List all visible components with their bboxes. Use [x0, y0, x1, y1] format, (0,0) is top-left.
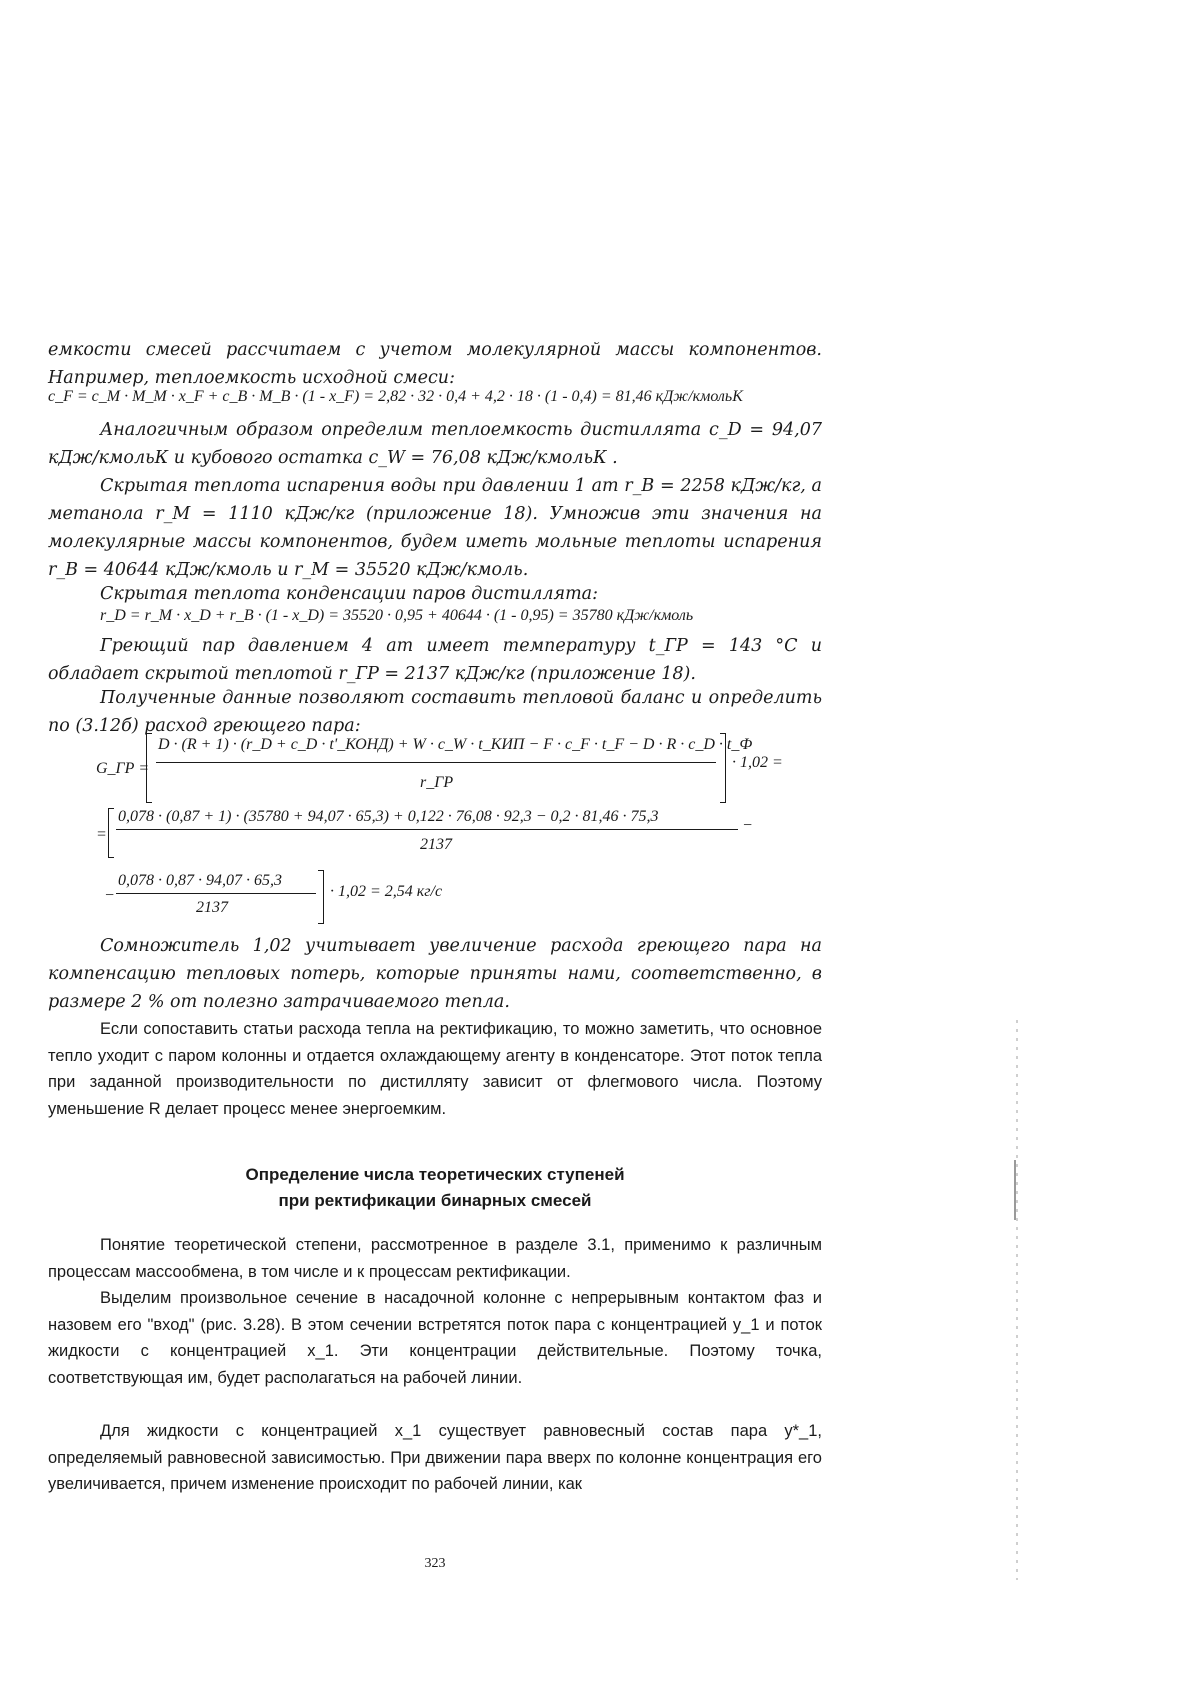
- formula-numeric2-minus: −: [104, 887, 115, 904]
- fraction-bar-2: [116, 829, 738, 830]
- fraction-bar: [156, 762, 716, 763]
- paragraph-heat-balance: Полученные данные позволяют составить тепловой баланс и определить по (3.12б) расход греющего пара:: [48, 688, 822, 736]
- formula-numeric2-denominator: 2137: [196, 899, 228, 916]
- fraction-bar-3: [116, 893, 316, 894]
- paragraph-heat-expense: Если сопоставить статьи расхода тепла на ректификацию, то можно заметить, что основное тепло уходит с паром колонны и отдается охлаждающему агенту в конденсаторе. Этот поток тепла при заданной производительности по дистилляту зависит от флегмового числа. Поэтому уменьшение R делает процесс менее энергоемким.: [48, 1020, 822, 1118]
- formula-numeric2-tail: · 1,02 = 2,54 кг/с: [330, 883, 443, 900]
- formula-numeric-denominator: 2137: [420, 836, 452, 853]
- section-heading-line2: при ректификации бинарных смесей: [278, 1191, 592, 1210]
- paragraph-latent-heat: Скрытая теплота испарения воды при давлении 1 ат r_В = 2258 кДж/кг, а метанола r_М = 1110 кДж/кг (приложение 18). Умножив эти значения на молекулярные массы компонентов, будем иметь мольные теплоты испарения r_В = 40644 кДж/кмоль и r_М = 35520 кДж/кмоль.: [48, 476, 822, 580]
- formula-steam-denominator: r_ГР: [420, 774, 454, 791]
- paragraph-heating-steam: Греющий пар давлением 4 ат имеет температуру t_ГР = 143 °С и обладает скрытой теплотой r_ГР = 2137 кДж/кг (приложение 18).: [48, 636, 822, 684]
- paragraph-column-section: Выделим произвольное сечение в насадочной колонне с непрерывным контактом фаз и назовем его "вход" (рис. 3.28). В этом сечении встретятся поток пара с концентрацией y_1 и поток жидкости с концентрацией x_1. Эти концентрации действительные. Поэтому точка, соответствующая им, будет располагаться на рабочей линии.: [48, 1289, 822, 1387]
- formula-steam-lhs: G_ГР =: [96, 760, 150, 777]
- formula-numeric2-numerator: 0,078 · 0,87 · 94,07 · 65,3: [118, 872, 282, 889]
- section-heading-line1: Определение числа теоретических ступеней: [245, 1165, 625, 1184]
- paragraph-equilibrium: Для жидкости с концентрацией x_1 существует равновесный состав пара y*_1, определяемый равновесной зависимостью. При движении пара вверх по колонне концентрация его увеличивается, причем изменение происходит по рабочей линии, как: [48, 1422, 822, 1493]
- formula-steam-numerator: D · (R + 1) · (r_D + c_D · t'_КОНД) + W · c_W · t_КИП − F · c_F · t_F − D · R · c_D · t_Ф: [158, 736, 753, 753]
- formula-numeric-minus: −: [742, 817, 753, 834]
- bracket-left: [146, 733, 152, 803]
- formula-feed-heat-capacity: c_F = c_М · M_М · x_F + c_В · M_В · (1 - x_F) = 2,82 · 32 · 0,4 + 4,2 · 18 · (1 - 0,4) = 81,46 кДж/кмольК: [48, 388, 743, 405]
- paragraph-intro: емкости смесей рассчитаем с учетом молекулярной массы компонентов. Например, теплоемкость исходной смеси:: [48, 340, 822, 388]
- paragraph-theoretical-stage: Понятие теоретической степени, рассмотренное в разделе 3.1, применимо к различным процессам массообмена, в том числе и к процессам ректификации.: [48, 1236, 822, 1281]
- page-number: 323: [424, 1556, 446, 1571]
- formula-condensation-heat: r_D = r_М · x_D + r_В · (1 - x_D) = 35520 · 0,95 + 40644 · (1 - 0,95) = 35780 кДж/кмоль: [100, 607, 694, 624]
- paragraph-condensation-heat: Скрытая теплота конденсации паров дистиллята:: [100, 584, 599, 604]
- scan-artifact-mark: [1014, 1160, 1016, 1220]
- formula-numeric-equals: =: [96, 826, 107, 843]
- scan-artifact-line: [1016, 1020, 1018, 1580]
- formula-numeric-numerator: 0,078 · (0,87 + 1) · (35780 + 94,07 · 65,3) + 0,122 · 76,08 · 92,3 − 0,2 · 81,46 · 75,3: [118, 808, 659, 825]
- bracket-left-2: [108, 808, 114, 858]
- paragraph-distillate-heat-capacity: Аналогичным образом определим теплоемкость дистиллята c_D = 94,07 кДж/кмольК и кубового остатка c_W = 76,08 кДж/кмольК .: [48, 420, 822, 468]
- formula-steam-tail: · 1,02 =: [732, 754, 783, 771]
- bracket-right-3: [318, 870, 324, 924]
- bracket-right: [720, 733, 726, 803]
- paragraph-multiplier-note: Сомножитель 1,02 учитывает увеличение расхода греющего пара на компенсацию тепловых потерь, которые приняты нами, соответственно, в размере 2 % от полезно затрачиваемого тепла.: [48, 936, 822, 1012]
